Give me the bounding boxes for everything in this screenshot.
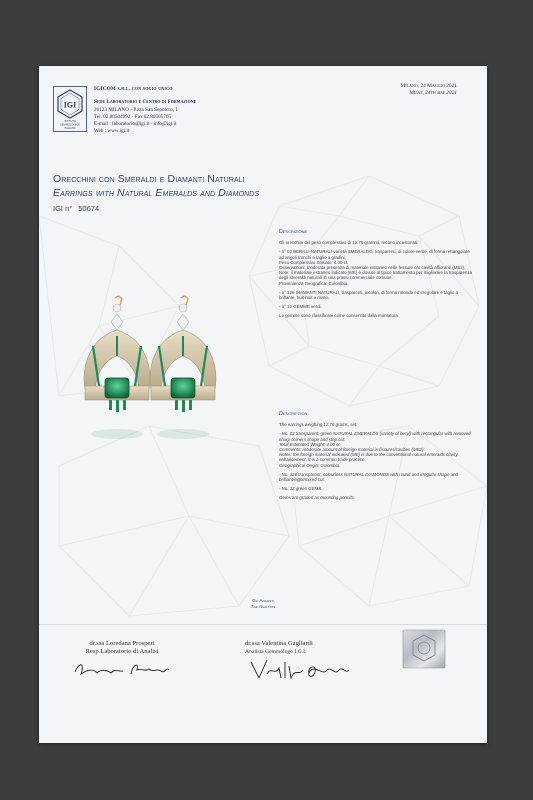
description-p4: Gems are graded as mounting permits. <box>279 495 356 501</box>
signature-left <box>67 658 177 680</box>
description-heading: Description <box>279 411 308 417</box>
logo-text: IGI <box>63 100 77 110</box>
hologram-seal <box>402 629 446 669</box>
logo-sub2: GEMMOLOGICO <box>59 123 81 127</box>
igi-number <box>53 204 99 213</box>
descrizione-intro: Gli orecchini del peso complessivo di 12.76 grammi, recano incastonati: <box>279 240 419 246</box>
description-p1d: Notes: the foreign material indicated (ME) is due to the conventional natural emeralds clarity enhancement. It is a common trade practice. <box>279 452 458 463</box>
descrizione-p1: - n° 02 BERILLI NATURALI varietà SMERALDO, trasparenti, di colore verde, di forma rettangolare ad angoli tronchi e taglio a gradini. <box>279 249 470 260</box>
description-italian <box>279 230 475 323</box>
right-analyst-name: dr.ssa Valentina Gagliardi <box>245 640 313 647</box>
descrizione-p1e: Provenienza Geografica: Colombia. <box>279 280 349 286</box>
company-info <box>94 86 196 136</box>
description-intro: The earrings weighing 12.76 grams, set: <box>279 422 358 428</box>
left-analyst-name: dr.ssa Loredana Prosperi <box>89 640 155 647</box>
igi-logo <box>53 86 87 132</box>
logo-sub3: ITALIANO <box>64 127 76 130</box>
date-it: Milano, 24 Maggio 2021 <box>400 83 457 89</box>
company-address: 20123 MILANO - P.zza San Sepolcro, 1 <box>94 106 178 113</box>
description-p2: - No. 126 transparent, colourless NATURAL DIAMONDS with round and irregular shape and brilliant/eight/mixed cut. <box>279 471 458 483</box>
earring-right <box>150 296 216 439</box>
company-web[interactable]: Web : www.igi.it <box>94 128 130 135</box>
company-lab: Sede Laboratorio e Centro di Formazione <box>94 99 197 106</box>
descrizione-p2: - n° 126 DIAMANTI NATURALI, trasparenti, incolori, di forma rotonda ed irregolare e taglio a brillante, huit-huit e misto. <box>279 289 459 301</box>
fold-line <box>39 624 487 625</box>
earring-left <box>84 296 150 439</box>
analysts-heading <box>39 599 487 611</box>
date-en: Milan, 24th may 2021 <box>409 90 457 96</box>
left-analyst-role: Resp.Laboratorio di Analisi <box>85 648 159 655</box>
signature-block-right <box>245 640 375 682</box>
igi-number-label: IGI n° <box>53 204 73 213</box>
description-p1: - No. 02 transparent, green NATURAL EMERALDS (variety of beryl) with rectangular with removed sharp corners shape and step cut. <box>279 431 471 442</box>
descrizione-p3: - n° 12 GEMME verdi. <box>279 304 322 310</box>
description-p3: - No. 12 green GEMS. <box>279 486 323 492</box>
descrizione-p1b: Peso Complessivo Stimato: 4.00 ct. <box>279 259 349 265</box>
company-email[interactable]: E-mail : laboratorio@igi.it - info@igi.it <box>94 121 177 128</box>
logo-sub1: ISTITUTO <box>64 120 76 123</box>
title-italian: Orecchini con Smeraldi e Diamanti Naturali <box>53 173 245 185</box>
descrizione-p1c: Osservazioni: moderata presenza di materiale estraneo nelle fessure e/o cavità affioranti (ME2). <box>279 265 466 271</box>
description-p1c: Comments: moderate amount of foreign material in fissures/cavities (ME2). <box>279 447 425 453</box>
description-p1e: Geographical Origin: Colombia. <box>279 462 341 468</box>
right-analyst-role: Analista Gemmologo I.G.I. <box>245 649 307 655</box>
issue-date <box>401 83 457 97</box>
title-english: Earrings with Natural Emeralds and Diamonds <box>53 187 260 199</box>
company-name: IGICOM s.r.l. con socio unico <box>94 86 173 92</box>
earrings-photo <box>71 294 227 464</box>
certificate <box>39 66 487 743</box>
signature-right <box>245 658 355 682</box>
company-phone: Tel. 02.80504992 - Fax 02.80505765 <box>94 113 172 120</box>
analysts-en: The Analysts <box>250 605 276 610</box>
descrizione-p1d: Note: il materiale estraneo indicato (ME) è dovuto al tipico trattamento per migliorare la trasparenza degli smeraldi naturali. È una prassi commerciale comune. <box>279 270 473 281</box>
description-english <box>279 412 475 505</box>
signature-block-left <box>67 640 177 680</box>
analysts-it: Gli Analisti <box>252 599 274 604</box>
igi-number-value: 50674 <box>78 204 100 213</box>
descrizione-p4: Le gemme sono classificate come consentito dalla montatura. <box>279 313 400 319</box>
description-p1b: Total Estimated Weight: 4.00 ct. <box>279 441 341 447</box>
descrizione-heading: Descrizione <box>279 229 308 235</box>
